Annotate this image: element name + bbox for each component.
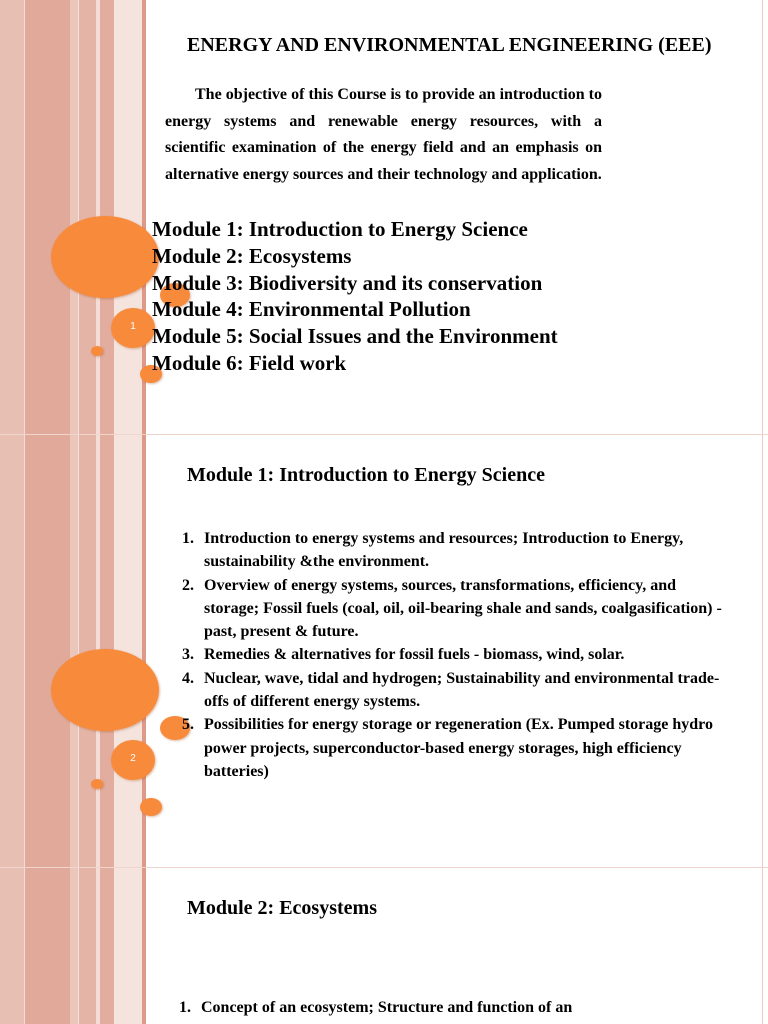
list-number: 2. [182, 576, 194, 594]
right-border-line [762, 867, 763, 1024]
list-text: Overview of energy systems, sources, transformations, efficiency, and storage; Fossil fuels (coal, oil, oil-bearing shale and sands, coalgasification) -past, present & future. [204, 576, 722, 641]
course-title: ENERGY AND ENVIRONMENTAL ENGINEERING (EEE) [187, 34, 712, 56]
page-number: 1 [130, 321, 136, 332]
large-circle-decoration [51, 216, 159, 298]
list-text: Remedies & alternatives for fossil fuels - biomass, wind, solar. [204, 646, 625, 664]
decorative-stripes [0, 0, 146, 434]
dot-decoration [91, 346, 103, 356]
list-item [182, 643, 722, 666]
list-text: Nuclear, wave, tidal and hydrogen; Sustainability and environmental trade-offs of different energy systems. [204, 669, 720, 711]
large-circle-decoration [51, 649, 159, 731]
decorative-stripes [0, 867, 146, 1024]
list-text: Possibilities for energy storage or regeneration (Ex. Pumped storage hydro power projects, superconductor-based energy storages, high efficiency batteries) [204, 716, 713, 780]
module-item: Module 5: Social Issues and the Environment [152, 324, 558, 349]
list-text: Concept of an ecosystem; Structure and function of an [201, 999, 573, 1016]
module-item: Module 6: Field work [152, 350, 347, 375]
list-number: 3. [182, 646, 194, 664]
course-objective: The objective of this Course is to provide an introduction to energy systems and renewable energy resources, with a scientific examination of the energy field and an emphasis on alternative energy sources and their technology and application. [165, 86, 602, 183]
dot-decoration [91, 779, 103, 789]
module-2-topic-list [179, 996, 719, 1019]
list-item [179, 996, 719, 1019]
list-item [182, 574, 722, 644]
page-number: 2 [130, 753, 136, 764]
module-2-heading: Module 2: Ecosystems [187, 897, 377, 919]
list-number: 1. [182, 530, 194, 547]
list-number: 5. [182, 716, 194, 734]
list-number: 4. [182, 669, 194, 687]
module-item: Module 1: Introduction to Energy Science [152, 217, 528, 241]
module-item: Module 3: Biodiversity and its conservation [152, 270, 543, 295]
list-item [182, 527, 722, 574]
slide-separator [0, 434, 768, 435]
decorative-stripes [0, 434, 146, 867]
module-1-topic-list [182, 527, 722, 783]
module-1-heading: Module 1: Introduction to Energy Science [187, 464, 545, 486]
module-item: Module 4: Environmental Pollution [152, 297, 471, 322]
module-item: Module 2: Ecosystems [152, 243, 352, 268]
right-border-line [762, 434, 763, 867]
module-list [152, 216, 558, 377]
list-item [182, 667, 722, 714]
list-number: 1. [179, 999, 191, 1016]
slide-1 [0, 0, 768, 434]
right-border-line [762, 0, 763, 434]
list-item [182, 713, 722, 783]
small-circle-decoration [140, 798, 162, 816]
slide-separator [0, 867, 768, 868]
list-text: Introduction to energy systems and resources; Introduction to Energy, sustainability &the environment. [204, 530, 684, 571]
